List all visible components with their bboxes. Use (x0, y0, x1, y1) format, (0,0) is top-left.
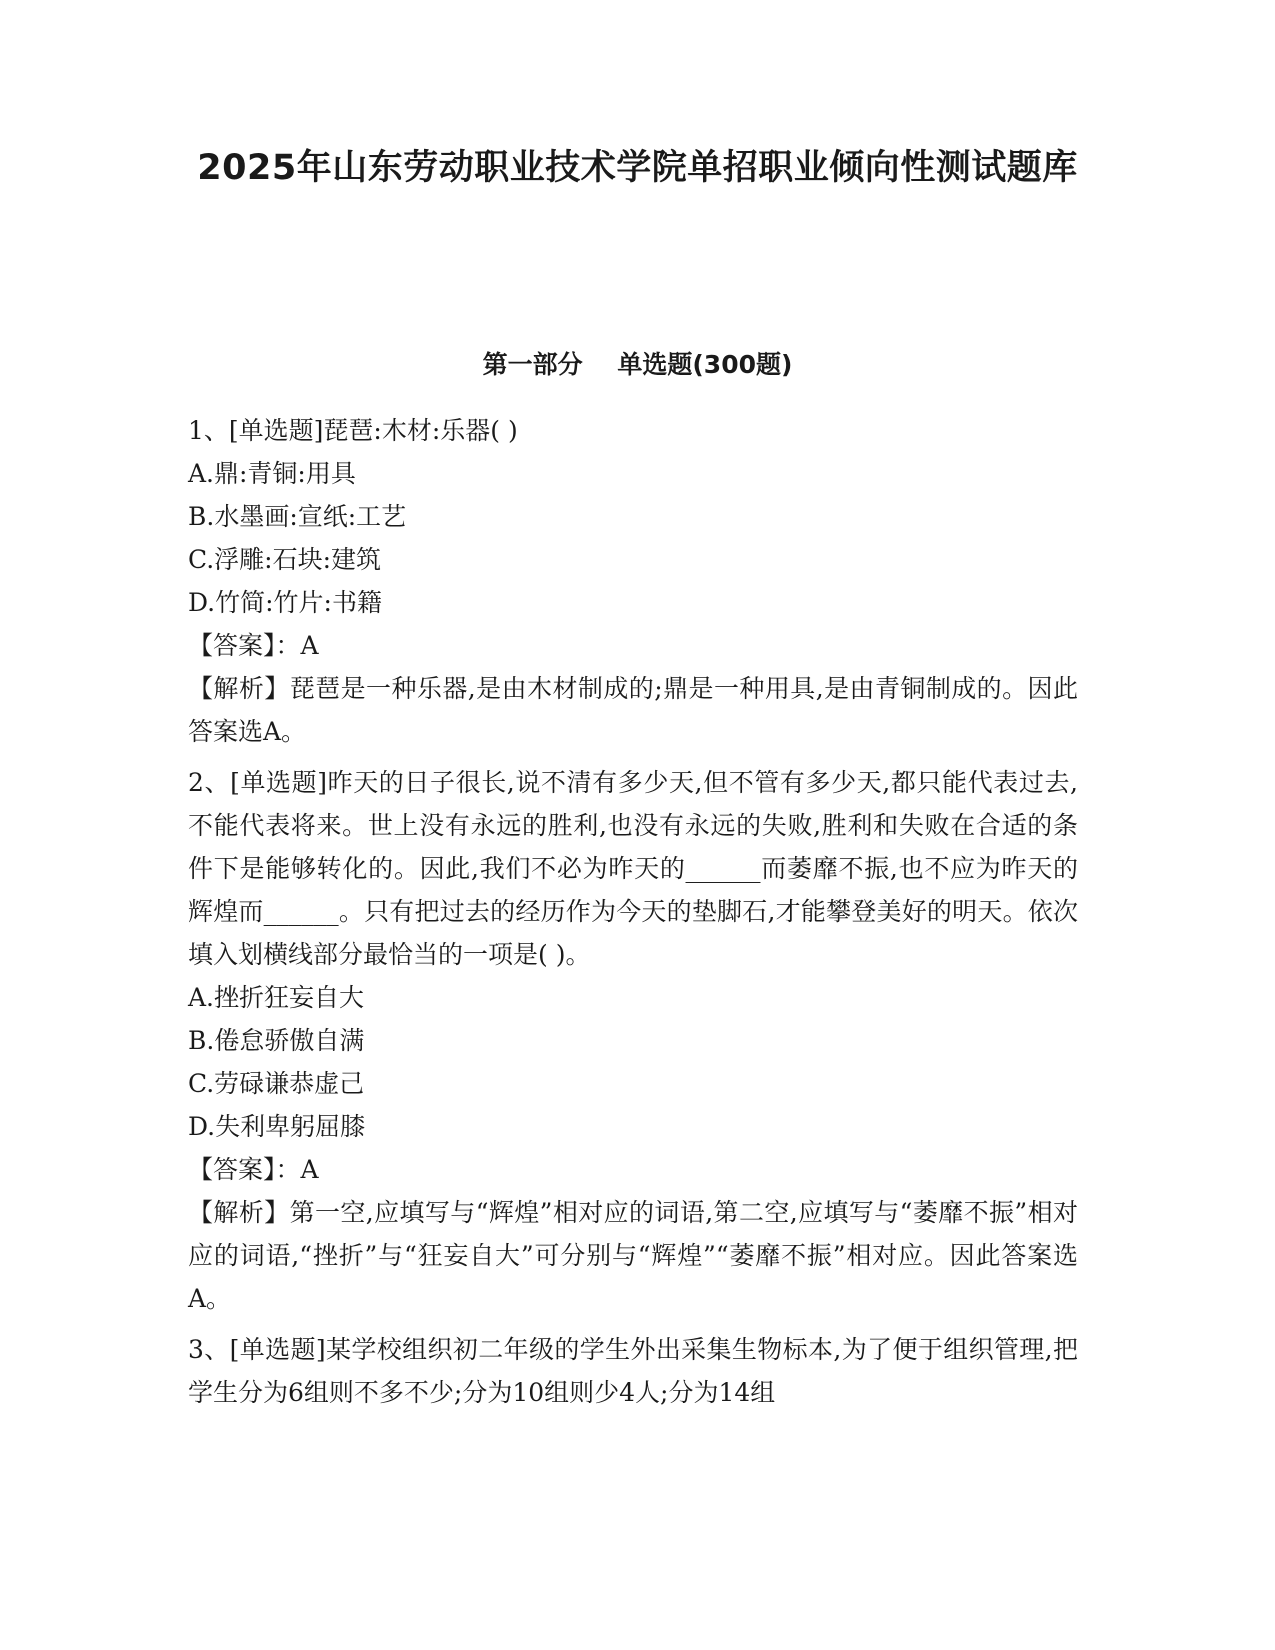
analysis-text: 【解析】琵琶是一种乐器,是由木材制成的;鼎是一种用具,是由青铜制成的。因此答案选A。 (188, 674, 1078, 746)
answer-line: 【答案】：A (188, 631, 319, 660)
question-1 (188, 409, 1078, 753)
question-3 (188, 1328, 1078, 1414)
question-stem: 2、[单选题]昨天的日子很长,说不清有多少天,但不管有多少天,都只能代表过去,不能代表将来。世上没有永远的胜利,也没有永远的失败,胜利和失败在合适的条件下是能够转化的。因此,我们不必为昨天的______而萎靡不振,也不应为昨天的辉煌而______。只有把过去的经历作为今天的垫脚石,才能攀登美好的明天。依次填入划横线部分最恰当的一项是( )。 (188, 768, 1078, 969)
answer-line: 【答案】：A (188, 1155, 319, 1184)
option-c: C.劳碌谦恭虚己 (188, 1069, 365, 1098)
option-a: A.鼎:青铜:用具 (188, 459, 356, 488)
section-title: 第一部分 单选题(300题) (482, 350, 793, 379)
option-b: B.倦怠骄傲自满 (188, 1026, 365, 1055)
question-stem: 1、[单选题]琵琶:木材:乐器( ) (188, 416, 518, 445)
option-a: A.挫折狂妄自大 (188, 983, 365, 1012)
analysis-text: 【解析】第一空,应填写与“辉煌”相对应的词语,第二空,应填写与“萎靡不振”相对应的词语,“挫折”与“狂妄自大”可分别与“辉煌”“萎靡不振”相对应。因此答案选A。 (188, 1198, 1078, 1313)
question-2 (188, 761, 1078, 1320)
document-title: 2025年山东劳动职业技术学院单招职业倾向性测试题库 (197, 148, 1078, 188)
option-d: D.竹简:竹片:书籍 (188, 588, 382, 617)
option-b: B.水墨画:宣纸:工艺 (188, 502, 407, 531)
question-stem: 3、[单选题]某学校组织初二年级的学生外出采集生物标本,为了便于组织管理,把学生分为6组则不多不少;分为10组则少4人;分为14组 (188, 1335, 1078, 1407)
question-list (188, 409, 1078, 1422)
option-c: C.浮雕:石块:建筑 (188, 545, 382, 574)
option-d: D.失利卑躬屈膝 (188, 1112, 366, 1141)
